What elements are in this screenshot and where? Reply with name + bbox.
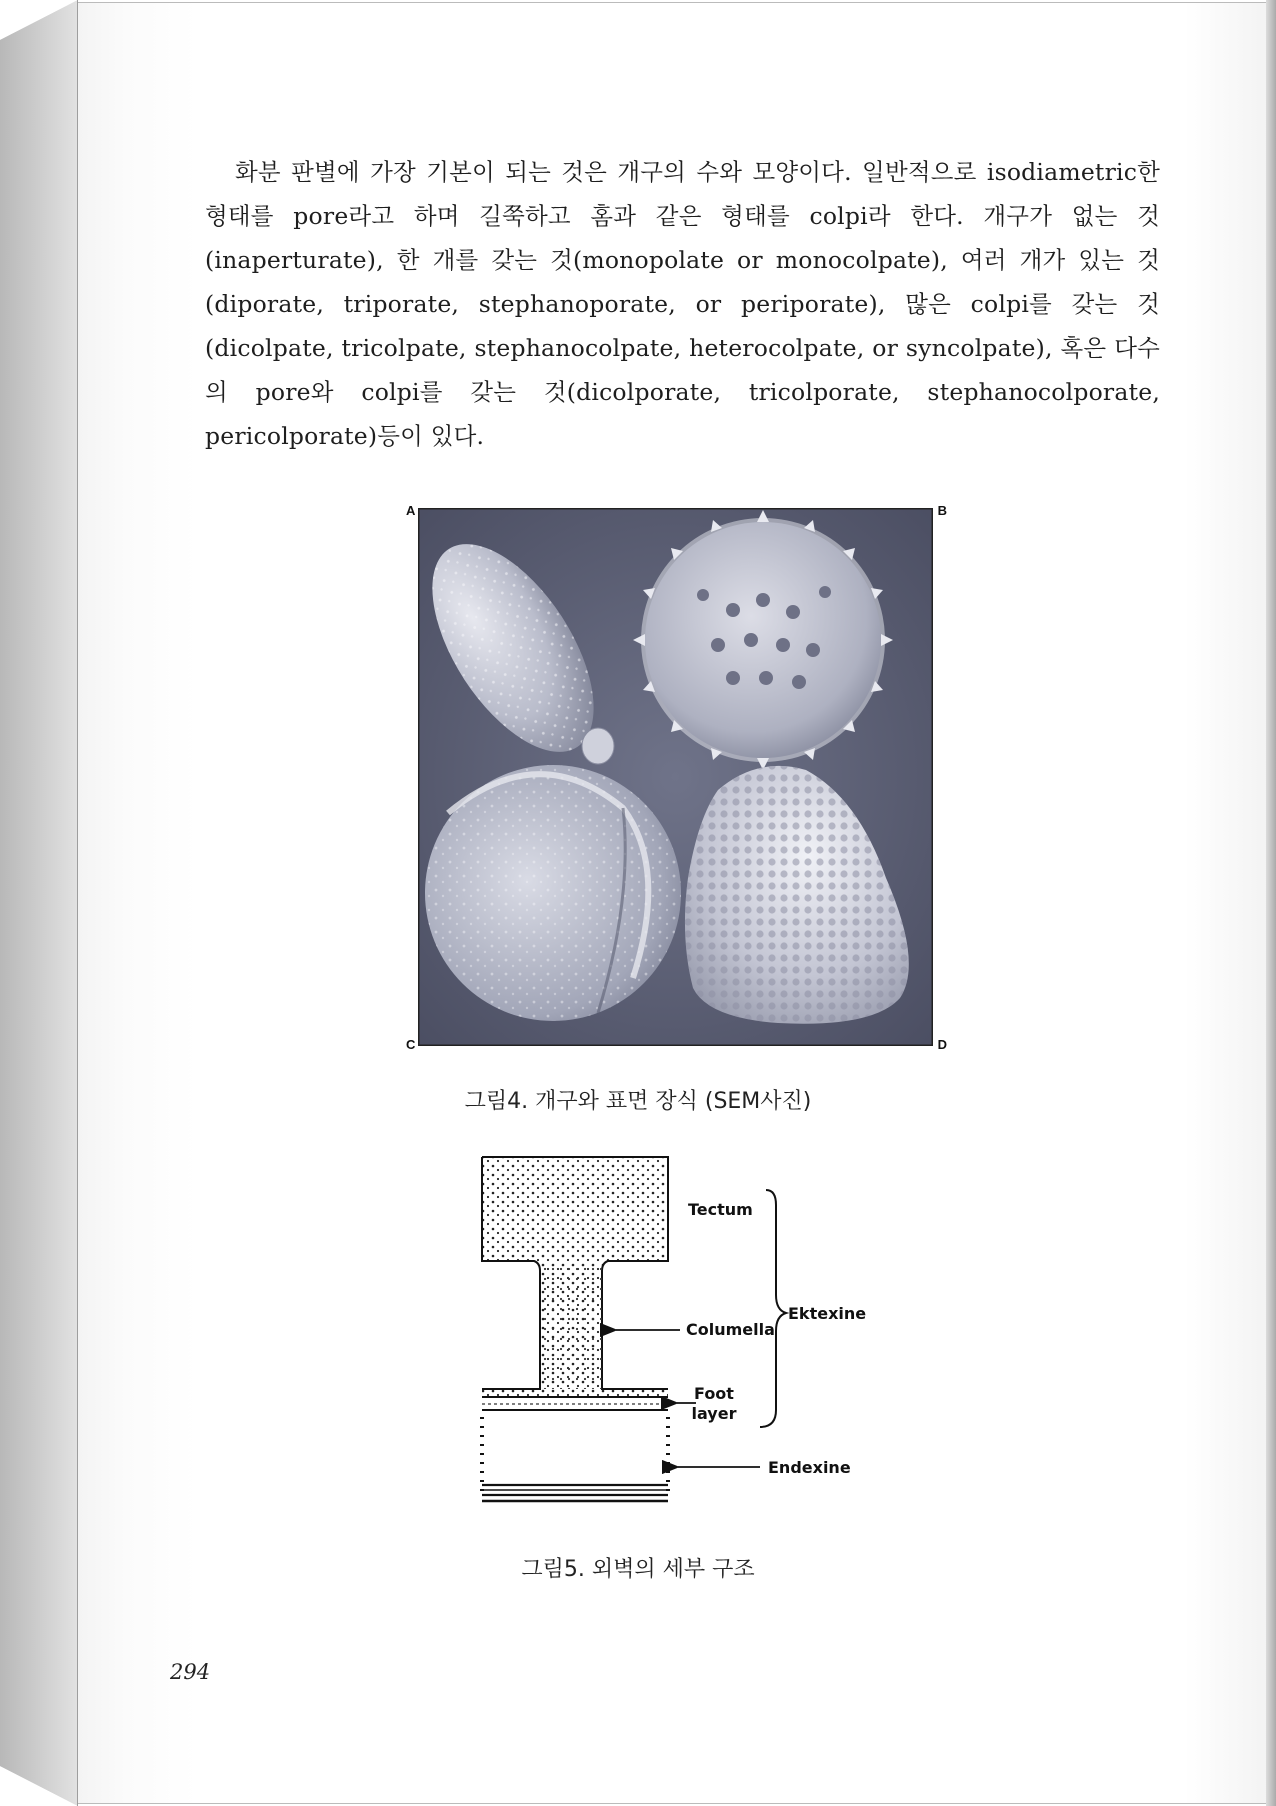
figure4-caption: 그림4. 개구와 표면 장식 (SEM사진) xyxy=(464,1089,812,1114)
figure-corner-c: C xyxy=(406,1037,416,1052)
exine-structure-diagram xyxy=(470,1145,890,1515)
figure-corner-a: A xyxy=(406,503,416,518)
label-foot-layer: layer xyxy=(691,1404,737,1423)
label-endexine: Endexine xyxy=(768,1458,851,1477)
foot-layer xyxy=(482,1397,668,1410)
figure-corner-d: D xyxy=(937,1037,947,1052)
label-foot: Foot xyxy=(694,1384,734,1403)
pollen-grain-b xyxy=(633,510,893,770)
figure5-caption: 그림5. 외벽의 세부 구조 xyxy=(521,1557,755,1582)
sem-photo-figure xyxy=(406,503,947,1052)
page-number: 294 xyxy=(170,1660,211,1684)
label-columella: Columella xyxy=(686,1320,775,1339)
book-spine xyxy=(0,0,78,1806)
ektexine-brace xyxy=(760,1190,786,1427)
body-paragraph: 화분 판별에 가장 기본이 되는 것은 개구의 수와 모양이다. 일반적으로 isodiametric한 형태를 pore라고 하며 길쭉하고 홈과 같은 형태를 colpi라 한다. 개구가 없는 것(inaperturate), 한 개를 갖는 것(monopolate or monocolpate), 여러 개가 있는 것(diporate, triporate, stephanoporate, or periporate), 많은 colpi를 갖는 것(dicolpate, tricolpate, stephanocolpate, heterocolpate, or syncolpate), 혹은 다수의 pore와 colpi를 갖는 것(dicolporate, tricolporate, stephanocolporate, pericolporate)등이 있다. xyxy=(205,158,1160,450)
pollen-grain-c xyxy=(425,765,681,1021)
sem-photo xyxy=(418,508,933,1046)
endexine-layer xyxy=(482,1417,668,1501)
page-edge xyxy=(1266,0,1276,1806)
columella-layer xyxy=(540,1265,602,1389)
figure-corner-b: B xyxy=(937,503,947,518)
label-tectum: Tectum xyxy=(688,1200,753,1219)
label-ektexine: Ektexine xyxy=(788,1304,867,1323)
